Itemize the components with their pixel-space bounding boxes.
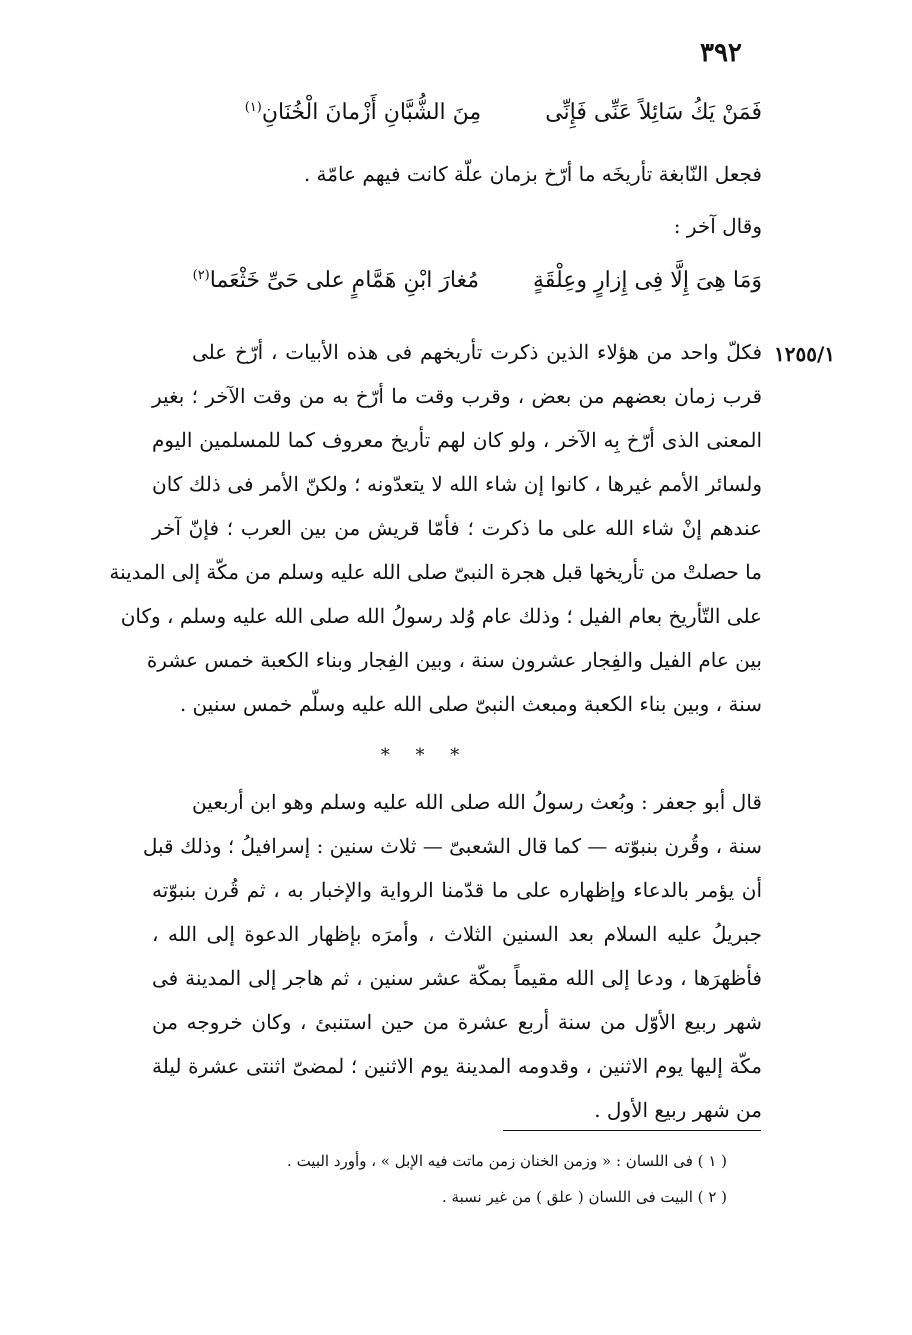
paragraph-2-line: سنة ، وقُرن بنبوّته — كما قال الشعبىّ — ثلاث سنين : إسرافيلُ ؛ وذلك قبل — [142, 834, 762, 858]
section-separator: * * * — [380, 745, 470, 766]
footnote-2: ( ٢ ) البيت فى اللسان ( علق ) من غير نسبة . — [442, 1188, 727, 1206]
verse-1 — [245, 100, 762, 125]
footnote-mark-2: (٢) — [192, 268, 210, 283]
verse-2 — [193, 268, 762, 293]
paragraph-2-line: جبريلُ عليه السلام بعد السنين الثلاث ، وأمرَه بإظهار الدعوة إلى الله ، — [152, 922, 762, 946]
verse-1-second-hemistich: مِنَ الشُّبَّانِ أَزْمانَ الْخُنَانِ — [261, 100, 482, 126]
paragraph-2-line: أن يؤمر بالدعاء وإظهاره على ما قدّمنا الرواية والإخبار به ، ثم قُرن بنبوّته — [152, 878, 762, 902]
verse-1-first-hemistich: فَمَنْ يَكُ سَائِلاً عَنِّى فَإِنِّى — [545, 100, 762, 126]
page-number: ٣٩٢ — [700, 38, 742, 68]
paragraph-1-line: على التّأريخ بعام الفيل ؛ وذلك عام وُلد رسولُ الله صلى الله عليه وسلم ، وكان — [120, 604, 762, 628]
paragraph-1-line: المعنى الذى أرّخ بِه الآخر ، ولو كان لهم تأريخ معروف كما للمسلمين اليوم — [152, 428, 762, 452]
margin-reference: ١٢٥٥/١ — [774, 342, 836, 366]
paragraph-2-line: شهر ربيع الأوّل من سنة أربع عشرة من حين استنبئ ، وكان خروجه من — [152, 1010, 762, 1034]
footnote-rule — [503, 1130, 761, 1131]
paragraph-2-line: من شهر ربيع الأول . — [594, 1098, 762, 1122]
footnote-mark-1: (١) — [244, 100, 262, 115]
paragraph-1-line: عندهم إنْ شاء الله على ما ذكرت ؛ فأمّا قريش من بين العرب ؛ فإنّ آخر — [152, 516, 762, 540]
footnote-1: ( ١ ) فى اللسان : « وزمن الخنان زمن ماتت فيه الإبل » ، وأورد البيت . — [287, 1152, 727, 1170]
paragraph-2-line: قال أبو جعفر : وبُعث رسولُ الله صلى الله عليه وسلم وهو ابن أربعين — [192, 790, 762, 814]
paragraph-1-line: ما حصلتْ من تأريخها قبل هجرة النبىّ صلى الله عليه وسلم من مكّة إلى المدينة — [109, 560, 762, 584]
paragraph-1-line: فكلّ واحد من هؤلاء الذين ذكرت تأريخهم فى هذه الأبيات ، أرّخ على — [192, 340, 762, 364]
paragraph-1-line: قرب زمان بعضهم من بعض ، وقرب وقت ما أرّخ به من وقت الآخر ؛ بغير — [152, 384, 762, 408]
paragraph-1-line: ولسائر الأمم غيرها ، كانوا إن شاء الله لا يتعدّونه ؛ ولكنّ الأمر فى ذلك كان — [152, 472, 762, 496]
verse-2-first-hemistich: وَمَا هِىَ إِلَّا فِى إِزارٍ وعِلْقَةٍ — [533, 268, 762, 294]
paragraph-2-line: فأظهرَها ، ودعا إلى الله مقيماً بمكّة عشر سنين ، ثم هاجر إلى المدينة فى — [152, 966, 762, 990]
intro-line: فجعل النّابغة تأريخَه ما أرّخ بزمان علّة كانت فيهم عامّة . — [303, 162, 762, 186]
paragraph-1-line: بين عام الفيل والفِجار عشرون سنة ، وبين الفِجار وبناء الكعبة خمس عشرة — [146, 648, 762, 672]
intro-line: وقال آخر : — [673, 214, 762, 238]
verse-2-second-hemistich: مُغارَ ابْنِ هَمَّامٍ على حَىِّ خَثْعَما — [209, 268, 480, 294]
paragraph-2-line: مكّة إليها يوم الاثنين ، وقدومه المدينة يوم الاثنين ؛ لمضىّ اثنتى عشرة ليلة — [152, 1054, 762, 1078]
paragraph-1-line: سنة ، وبين بناء الكعبة ومبعث النبىّ صلى الله عليه وسلّم خمس سنين . — [179, 692, 762, 716]
